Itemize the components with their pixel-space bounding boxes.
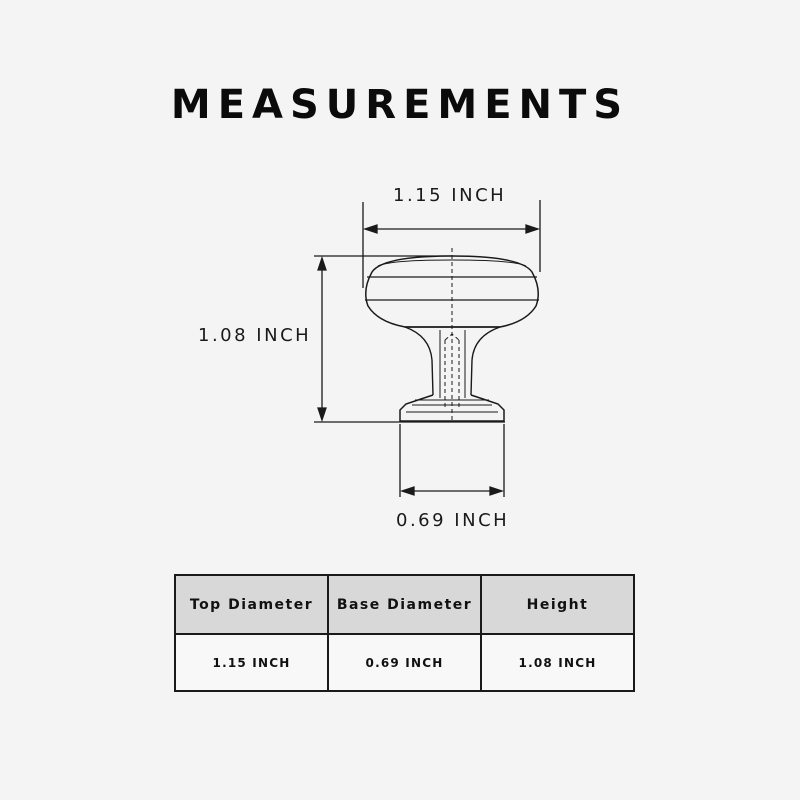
height-arrow-top xyxy=(318,258,326,270)
base-arrow-right xyxy=(490,487,502,495)
table-header-row xyxy=(175,575,634,634)
top-arrow-right xyxy=(526,225,538,233)
base-diameter-dimension xyxy=(400,424,504,497)
top-diameter-label: 1.15 INCH xyxy=(393,185,507,206)
base-arrow-left xyxy=(402,487,414,495)
header-base-diameter: Base Diameter xyxy=(328,575,481,634)
base-diameter-label: 0.69 INCH xyxy=(396,510,510,531)
measurements-table xyxy=(174,574,635,692)
value-base-diameter: 0.69 INCH xyxy=(328,634,481,691)
height-arrow-bottom xyxy=(318,408,326,420)
header-top-diameter: Top Diameter xyxy=(175,575,328,634)
top-arrow-left xyxy=(365,225,377,233)
page-title: MEASUREMENTS xyxy=(170,82,630,128)
header-height: Height xyxy=(481,575,634,634)
height-label: 1.08 INCH xyxy=(198,325,312,346)
value-height: 1.08 INCH xyxy=(481,634,634,691)
value-top-diameter: 1.15 INCH xyxy=(175,634,328,691)
table-row xyxy=(175,634,634,691)
